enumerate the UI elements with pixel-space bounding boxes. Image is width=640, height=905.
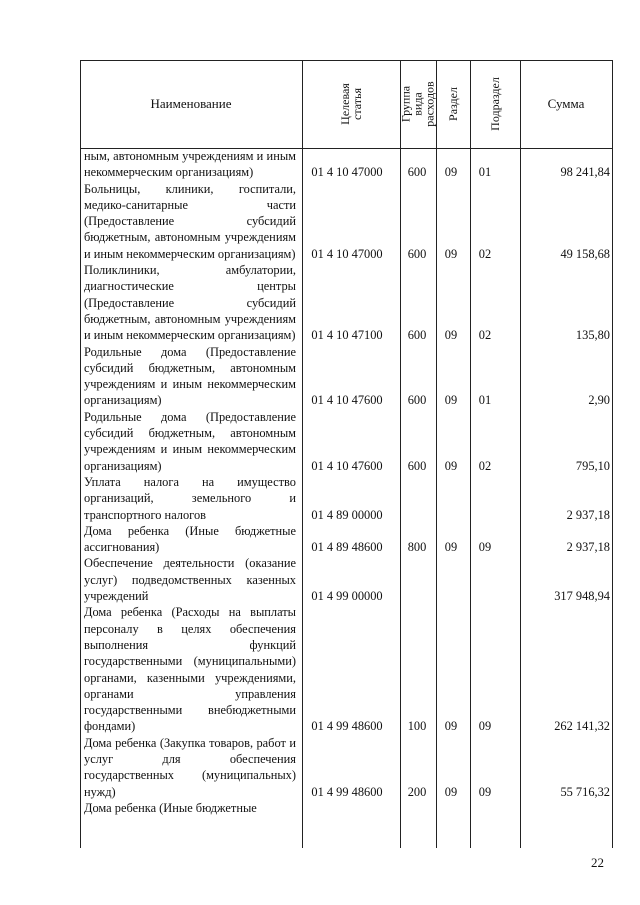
table-top-border — [80, 60, 612, 61]
row-subsection: 01 — [478, 393, 492, 408]
table-row — [80, 344, 612, 409]
row-subsection: 02 — [478, 458, 492, 473]
table-row — [80, 148, 612, 181]
row-amount: 135,80 — [575, 328, 610, 343]
row-target-article: 01 4 10 47100 — [311, 328, 383, 343]
row-expense-group: 600 — [407, 458, 427, 473]
budget-table — [80, 60, 612, 848]
row-amount: 795,10 — [575, 458, 610, 473]
row-subsection: 09 — [478, 540, 492, 555]
row-subsection: 02 — [478, 328, 492, 343]
table-row — [80, 474, 612, 523]
row-amount: 2 937,18 — [566, 507, 610, 522]
row-expense-group: 200 — [407, 784, 427, 799]
row-subsection: 01 — [478, 165, 492, 180]
row-section: 09 — [444, 458, 458, 473]
header-expense-group-cell — [400, 60, 436, 148]
row-name: Поликлиники, амбулатории, диагностические центры (Предоставление субсидий бюджетным, автономным учреждениям и иным некоммерческим организациям) — [84, 263, 296, 343]
row-name: Уплата налога на имущество организаций, земельного и транспортного налогов — [84, 474, 296, 522]
table-row — [80, 262, 612, 343]
row-amount: 2,90 — [588, 393, 610, 408]
table-row — [80, 555, 612, 604]
row-name: Дома ребенка (Закупка товаров, работ и услуг для обеспечения государственных (муниципальных) нужд) — [84, 735, 296, 799]
row-target-article: 01 4 10 47000 — [311, 165, 383, 180]
row-subsection: 09 — [478, 784, 492, 799]
row-target-article: 01 4 99 48600 — [311, 719, 383, 734]
row-subsection: 02 — [478, 246, 492, 261]
row-section: 09 — [444, 393, 458, 408]
header-subsection: Подраздел — [488, 77, 503, 131]
row-amount: 2 937,18 — [566, 540, 610, 555]
table-body — [80, 148, 612, 816]
row-section: 09 — [444, 540, 458, 555]
table-row — [80, 800, 612, 816]
table-row — [80, 181, 612, 262]
header-name: Наименование — [150, 96, 232, 111]
table-row — [80, 604, 612, 734]
header-subsection-cell — [470, 60, 520, 148]
row-expense-group: 100 — [407, 719, 427, 734]
row-expense-group: 600 — [407, 328, 427, 343]
row-amount: 317 948,94 — [554, 589, 610, 604]
row-section: 09 — [444, 328, 458, 343]
table-right-border — [612, 60, 613, 848]
row-expense-group: 600 — [407, 393, 427, 408]
row-amount: 49 158,68 — [560, 246, 610, 261]
header-expense-group: Группа вида расходов — [399, 81, 437, 127]
row-target-article: 01 4 10 47600 — [311, 458, 383, 473]
page-number: 22 — [591, 855, 604, 870]
row-expense-group: 800 — [407, 540, 427, 555]
row-target-article: 01 4 10 47600 — [311, 393, 383, 408]
row-name: Больницы, клиники, госпитали, медико-санитарные части (Предоставление субсидий бюджетным, автономным учреждениям и иным некоммерческим организациям) — [84, 181, 296, 261]
row-target-article: 01 4 99 48600 — [311, 784, 383, 799]
row-section: 09 — [444, 784, 458, 799]
row-target-article: 01 4 99 00000 — [311, 589, 383, 604]
header-section-cell — [436, 60, 470, 148]
row-name: Родильные дома (Предоставление субсидий бюджетным, автономным учреждениям и иным некоммерческим организациям) — [84, 409, 296, 473]
row-section: 09 — [444, 165, 458, 180]
table-row — [80, 409, 612, 474]
row-amount: 262 141,32 — [554, 719, 610, 734]
row-amount: 98 241,84 — [560, 165, 610, 180]
row-target-article: 01 4 89 00000 — [311, 507, 383, 522]
row-name: Родильные дома (Предоставление субсидий бюджетным, автономным учреждениям и иным некоммерческим организациям) — [84, 344, 296, 408]
row-section: 09 — [444, 246, 458, 261]
table-row — [80, 735, 612, 800]
row-name: Обеспечение деятельности (оказание услуг) подведомственных казенных учреждений — [84, 556, 296, 604]
row-subsection: 09 — [478, 719, 492, 734]
header-target-article: Целевая статья — [338, 83, 364, 125]
header-target-article-cell — [302, 60, 400, 148]
row-section: 09 — [444, 719, 458, 734]
row-target-article: 01 4 89 48600 — [311, 540, 383, 555]
table-row — [80, 523, 612, 556]
header-section: Раздел — [445, 87, 460, 121]
row-name: ным, автономным учреждениям и иным некоммерческим организациям) — [84, 149, 296, 180]
row-expense-group: 600 — [407, 165, 427, 180]
row-name: Дома ребенка (Расходы на выплаты персоналу в целях обеспечения выполнения функций государственными (муниципальными) органами, казенными учреждениями, органами управления государственными внебюджетными фондами) — [84, 605, 296, 734]
row-name: Дома ребенка (Иные бюджетные ассигнования) — [84, 523, 296, 555]
row-name: Дома ребенка (Иные бюджетные — [84, 800, 257, 815]
row-expense-group: 600 — [407, 246, 427, 261]
row-amount: 55 716,32 — [560, 784, 610, 799]
header-amount: Сумма — [547, 96, 585, 111]
row-target-article: 01 4 10 47000 — [311, 246, 383, 261]
